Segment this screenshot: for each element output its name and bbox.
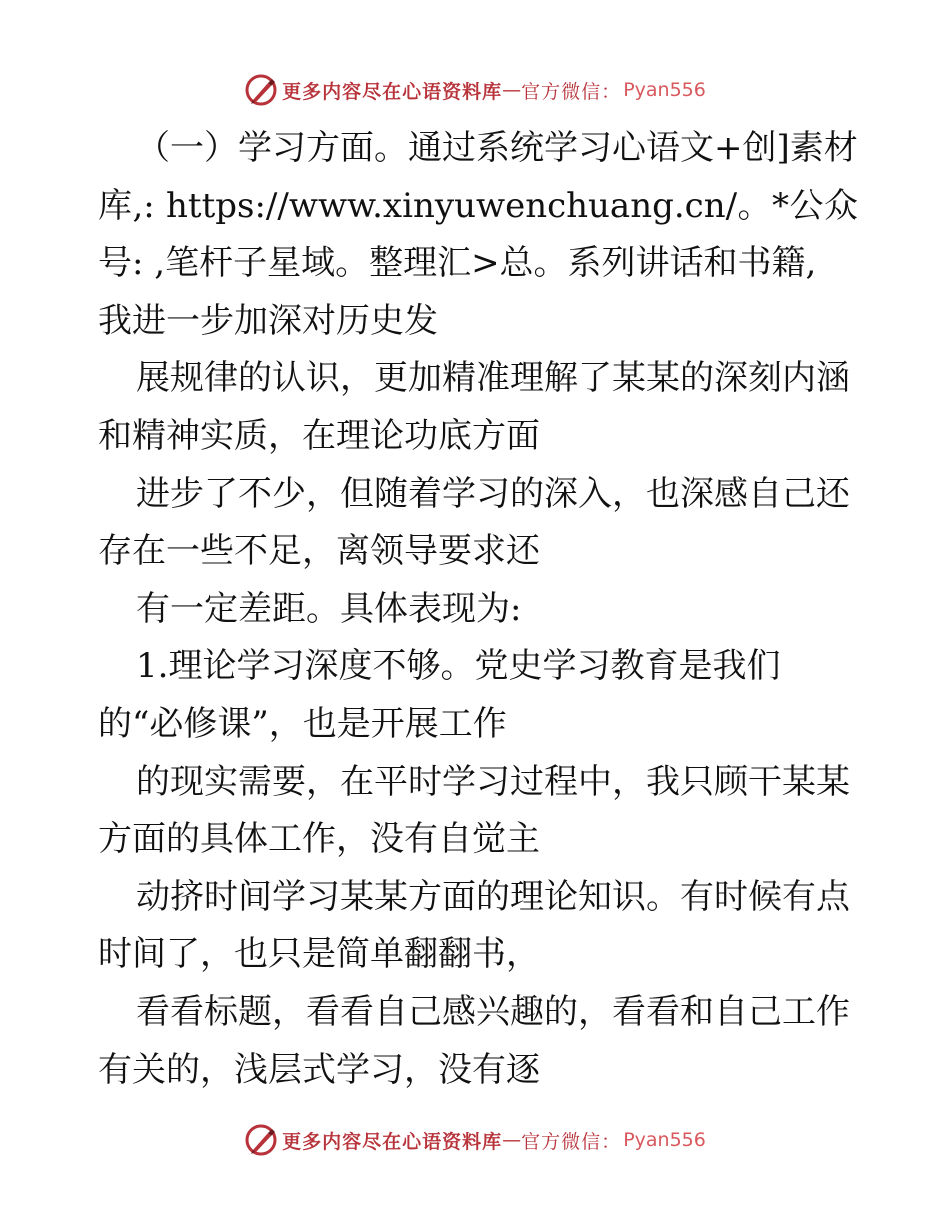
banner-wechat-id: Pyan556 [623, 1129, 706, 1151]
banner-wechat-label: 官方微信： [521, 80, 622, 103]
paragraph-line: 时间了，也只是简单翻翻书， [98, 934, 540, 975]
banner-main-text: 更多内容尽在心语资料库 [282, 1130, 503, 1153]
paragraph-line: 有一定差距。具体表现为: [136, 588, 522, 629]
document-body [98, 120, 858, 1099]
paragraph-line: 1.理论学习深度不够。党史学习教育是我们 [136, 646, 781, 687]
banner-wechat-id: Pyan556 [623, 79, 706, 101]
banner-main-text: 更多内容尽在心语资料库 [282, 80, 503, 103]
paragraph-line: 看看标题，看看自己感兴趣的，看看和自己工作 [136, 991, 850, 1032]
paragraph-line: 我进一步加深对历史发 [98, 300, 438, 341]
pen-logo-icon [244, 1123, 278, 1157]
paragraph-line: 号: ,笔杆子星域。整理汇>总。系列讲话和书籍, [98, 243, 817, 284]
paragraph-line: 动挤时间学习某某方面的理论知识。有时候有点 [136, 876, 850, 917]
paragraph-line: 的现实需要，在平时学习过程中，我只顾干某某 [136, 761, 850, 802]
header-banner [0, 70, 950, 110]
paragraph-line: 方面的具体工作，没有自觉主 [98, 819, 540, 860]
paragraph-line: 库,: https://www.xinyuwenchuang.cn/。*公众 [98, 185, 858, 226]
pen-logo-icon [244, 73, 278, 107]
paragraph-line: 和精神实质，在理论功底方面 [98, 415, 540, 456]
paragraph-line: 有关的，浅层式学习，没有逐 [98, 1049, 540, 1090]
paragraph-line: 的“必修课”，也是开展工作 [98, 703, 507, 744]
banner-separator: — [502, 1129, 522, 1151]
banner-wechat-label: 官方微信： [521, 1130, 622, 1153]
paragraph-line: 存在一些不足，离领导要求还 [98, 531, 540, 572]
footer-banner [0, 1120, 950, 1160]
paragraph-line: 展规律的认识，更加精准理解了某某的深刻内涵 [136, 358, 850, 399]
banner-separator: — [502, 79, 522, 101]
paragraph-line: （一）学习方面。通过系统学习心语文+创]素材 [136, 128, 858, 168]
paragraph-line: 进步了不少，但随着学习的深入，也深感自己还 [136, 473, 850, 514]
